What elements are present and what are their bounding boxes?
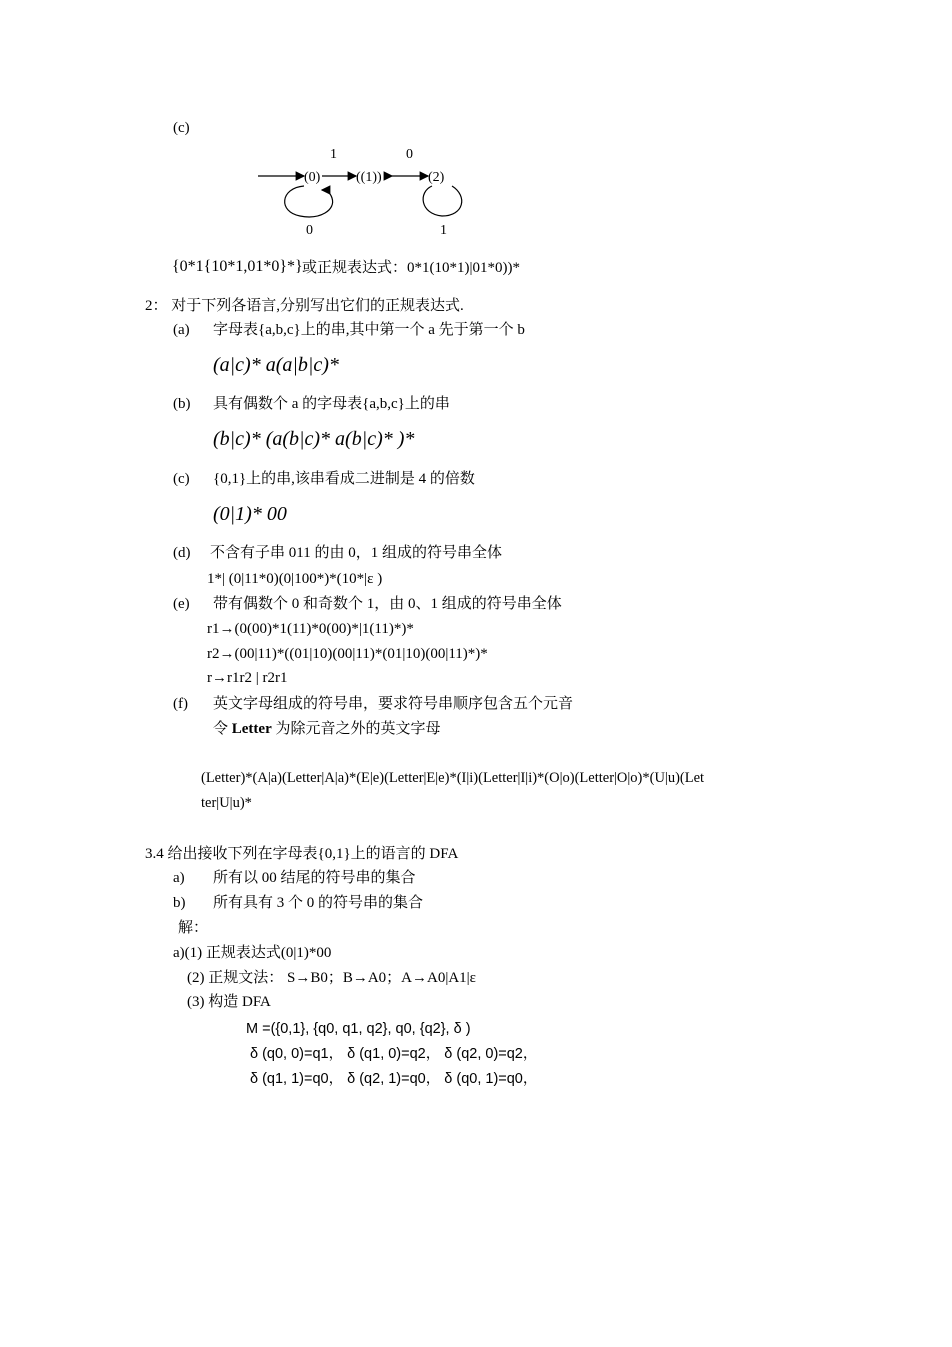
- q2-title: 2： 对于下列各语言,分别写出它们的正规表达式.: [145, 298, 464, 314]
- q2-e-text: 带有偶数个 0 和奇数个 1，由 0、1 组成的符号串全体: [213, 596, 562, 612]
- q34-b-label: b): [173, 895, 186, 911]
- q34-step2: (2) 正规文法： S→B0；B→A0；A→A0|A1|ε: [187, 970, 476, 986]
- q34-m-def: M =({0,1}, {q0, q1, q2}, q0, {q2}, δ ): [246, 1021, 471, 1037]
- q2-e-r2: r2→(00|11)*((01|10)(00|11)*(01|10)(00|11)*)*: [207, 646, 488, 662]
- q2-c-label: (c): [173, 471, 190, 487]
- q2-f-text: 英文字母组成的符号串，要求符号串顺序包含五个元音: [213, 696, 574, 712]
- q2-a-answer: (a|c)* a(a|b|c)*: [213, 354, 339, 376]
- q2-f-answer-line1: (Letter)*(A|a)(Letter|A|a)*(E|e)(Letter|E|e)*(I|i)(Letter|I|i)*(O|o)(Letter|O|o)*(U|u)(Let: [201, 770, 705, 786]
- part-c-regex-text: 或正规表达式：0*1(10*1)|01*0))*: [302, 260, 520, 276]
- q2-f-note-bold: Letter: [231, 721, 272, 737]
- q2-f-label: (f): [173, 696, 188, 712]
- loop-state-2: [423, 186, 462, 216]
- q34-a-text: 所有以 00 结尾的符号串的集合: [213, 870, 416, 886]
- q34-delta-line1: δ (q0, 0)=q1， δ (q1, 0)=q2， δ (q2, 0)=q2，: [250, 1046, 538, 1062]
- state-0: (0): [304, 170, 321, 185]
- q2-f-answer-line2: ter|U|u)*: [201, 795, 252, 811]
- state-2: (2): [428, 170, 445, 185]
- edge-label-0: 0: [406, 147, 413, 162]
- loop-state-0: [285, 186, 333, 217]
- q2-e-r1: r1→(0(00)*1(11)*0(00)*|1(11)*)*: [207, 621, 414, 637]
- part-c-label: (c): [173, 120, 190, 136]
- q34-a-label: a): [173, 870, 185, 886]
- loop-label-0: 0: [306, 223, 313, 238]
- state-diagram: [250, 140, 480, 240]
- q2-d-text: 不含有子串 011 的由 0，1 组成的符号串全体: [210, 545, 502, 561]
- q2-b-label: (b): [173, 396, 191, 412]
- q34-step1: a)(1) 正规表达式(0|1)*00: [173, 945, 332, 961]
- q2-f-note-prefix: 令: [213, 721, 229, 737]
- q2-e-r: r→r1r2 | r2r1: [207, 670, 288, 686]
- q2-b-answer: (b|c)* (a(b|c)* a(b|c)* )*: [213, 428, 415, 450]
- q2-e-label: (e): [173, 596, 190, 612]
- state-1: ((1)): [356, 170, 382, 185]
- edge-label-1: 1: [330, 147, 337, 162]
- q2-a-text: 字母表{a,b,c}上的串,其中第一个 a 先于第一个 b: [213, 322, 525, 338]
- q2-f-note: [213, 721, 441, 738]
- q2-f-note-suffix: 为除元音之外的英文字母: [275, 721, 441, 737]
- q2-d-label: (d): [173, 545, 191, 561]
- q34-step3: (3) 构造 DFA: [187, 994, 271, 1010]
- q2-a-label: (a): [173, 322, 190, 338]
- q34-delta-line2: δ (q1, 1)=q0， δ (q2, 1)=q0， δ (q0, 1)=q0，: [250, 1071, 538, 1087]
- q2-d-answer: 1*| (0|11*0)(0|100*)*(10*|ε ): [207, 571, 383, 587]
- q34-b-text: 所有具有 3 个 0 的符号串的集合: [213, 895, 424, 911]
- q34-solution: 解：: [178, 920, 209, 936]
- loop-label-1: 1: [440, 223, 447, 238]
- part-c-regex-math: {0*1{10*1,01*0}*}: [172, 258, 303, 275]
- q2-b-text: 具有偶数个 a 的字母表{a,b,c}上的串: [213, 396, 450, 412]
- q2-c-text: {0,1}上的串,该串看成二进制是 4 的倍数: [213, 471, 475, 487]
- q2-c-answer: (0|1)* 00: [213, 503, 287, 525]
- q34-title: 3.4 给出接收下列在字母表{0,1}上的语言的 DFA: [145, 846, 459, 862]
